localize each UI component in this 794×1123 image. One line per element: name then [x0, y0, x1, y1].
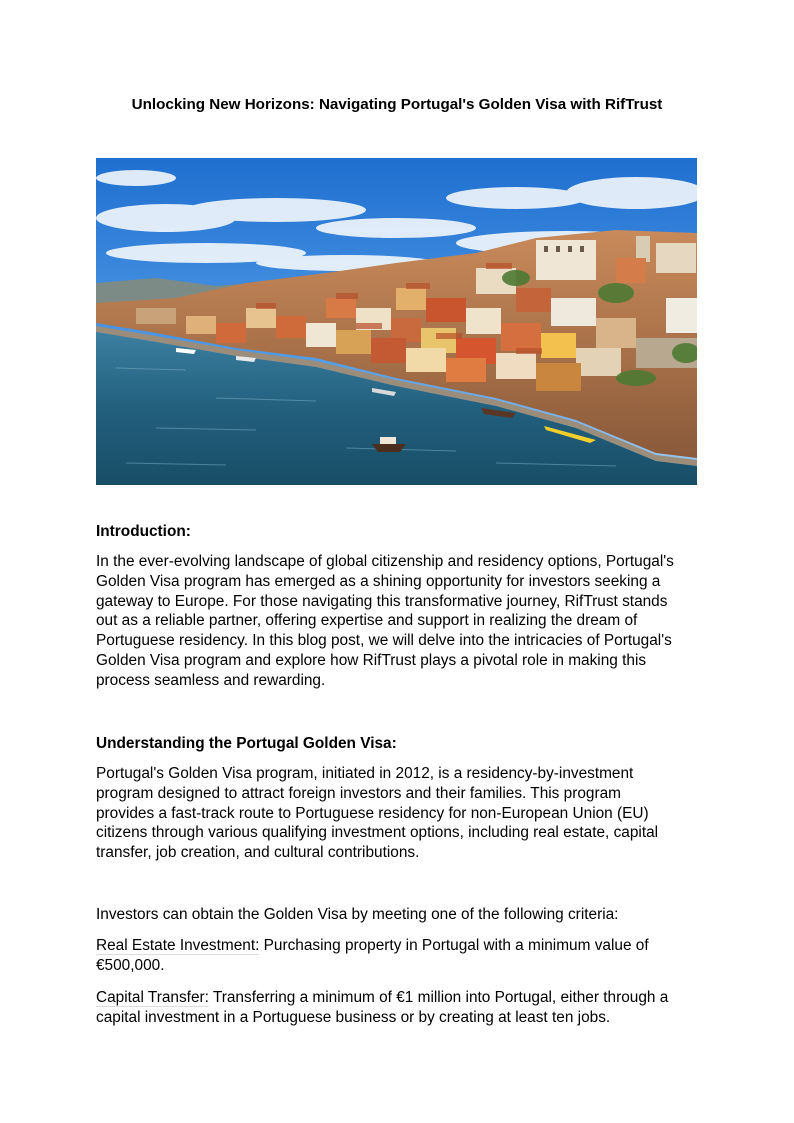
criteria-description: Transferring a minimum of €1 million into Portugal, either through a [208, 989, 669, 1006]
text-line: gateway to Europe. For those navigating this transformative journey, RifTrust stands [96, 592, 668, 610]
criteria-term: Capital Transfer: [96, 989, 209, 1006]
text-line: process seamless and rewarding. [96, 671, 326, 689]
hero-image [96, 158, 697, 485]
text-line: Golden Visa program has emerged as a shining opportunity for investors seeking a [96, 572, 661, 590]
porto-riverside-photo-icon [96, 158, 697, 485]
criteria-item-capital-transfer [96, 988, 700, 1028]
criteria-item-line: capital investment in a Portuguese business or by creating at least ten jobs. [96, 1008, 611, 1026]
text-line: Golden Visa program and explore how RifTrust plays a pivotal role in making this [96, 651, 647, 669]
page-title: Unlocking New Horizons: Navigating Portugal's Golden Visa with RifTrust [131, 96, 663, 113]
understanding-heading: Understanding the Portugal Golden Visa: [96, 735, 397, 752]
text-line: program designed to attract foreign investors and their families. This program [96, 784, 621, 802]
introduction-paragraph [96, 552, 700, 691]
text-line: Portuguese residency. In this blog post, we will delve into the intricacies of Portugal's [96, 632, 672, 650]
criteria-term: Real Estate Investment: [96, 937, 260, 954]
criteria-item-line [96, 988, 700, 1008]
text-line: In the ever-evolving landscape of global citizenship and residency options, Portugal's [96, 553, 674, 570]
text-line: Portugal's Golden Visa program, initiated in 2012, is a residency-by-investment [96, 765, 634, 782]
introduction-heading: Introduction: [96, 523, 191, 540]
text-line: provides a fast-track route to Portuguese residency for non-European Union (EU) [96, 804, 649, 822]
criteria-item-real-estate [96, 936, 700, 976]
criteria-item-line: €500,000. [96, 956, 165, 974]
criteria-intro: Investors can obtain the Golden Visa by meeting one of the following criteria: [96, 906, 619, 923]
text-line: out as a reliable partner, offering expertise and support in realizing the dream of [96, 612, 638, 630]
understanding-paragraph [96, 764, 700, 863]
text-line: transfer, job creation, and cultural contributions. [96, 844, 420, 862]
text-line: citizens through various qualifying investment options, including real estate, capital [96, 824, 659, 842]
criteria-item-line [96, 936, 700, 956]
criteria-description: Purchasing property in Portugal with a minimum value of [259, 937, 649, 954]
